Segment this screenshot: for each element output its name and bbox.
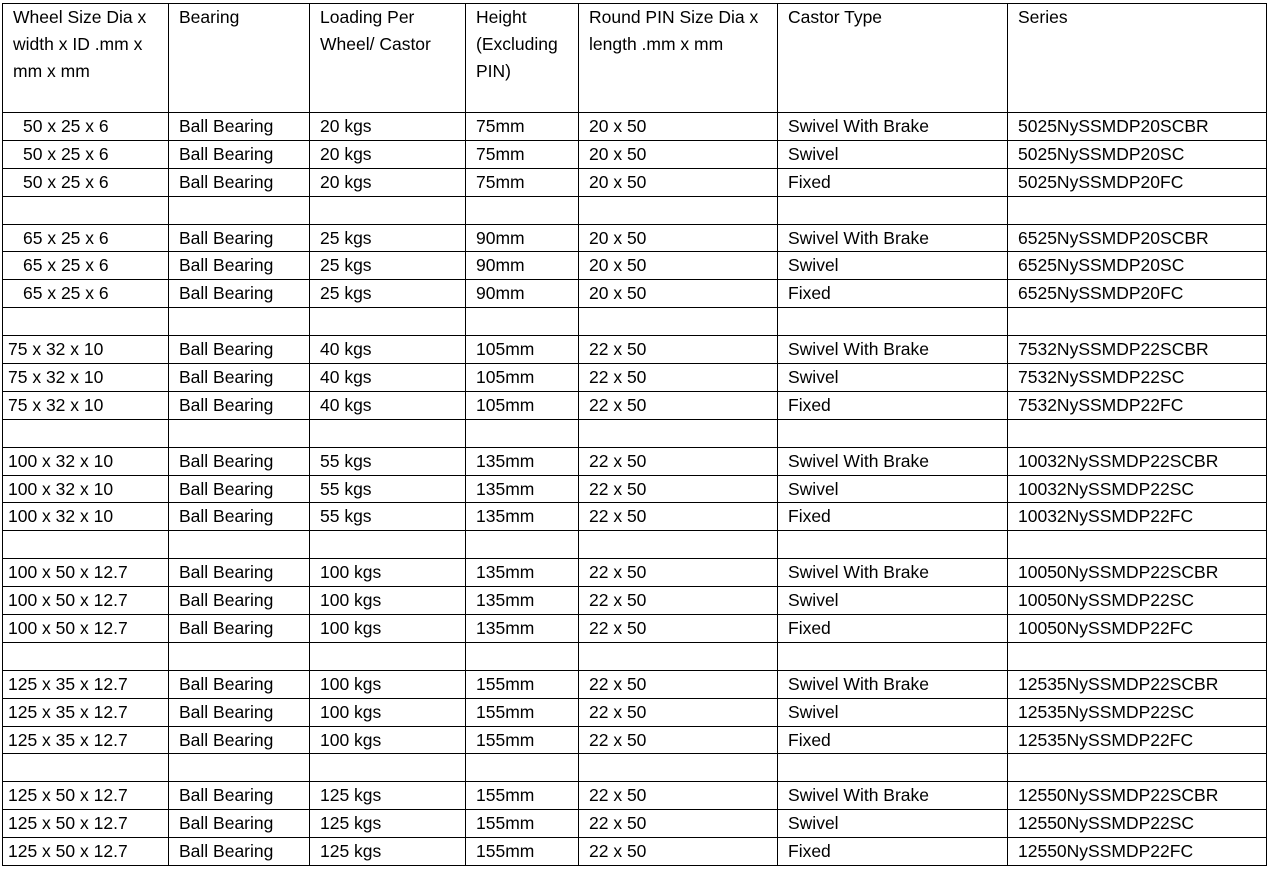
cell-series: 12550NySSMDP22FC — [1008, 838, 1267, 866]
cell-castor-type: Swivel — [778, 252, 1008, 280]
cell-wheel-size: 75 x 32 x 10 — [3, 336, 169, 364]
cell-series: 10050NySSMDP22FC — [1008, 615, 1267, 643]
cell-wheel-size: 125 x 50 x 12.7 — [3, 810, 169, 838]
cell-pin-size: 22 x 50 — [579, 810, 778, 838]
cell-height: 75mm — [466, 113, 579, 141]
cell-wheel-size: 50 x 25 x 6 — [3, 140, 169, 168]
spacer-row — [3, 308, 1267, 336]
cell-castor-type: Swivel — [778, 587, 1008, 615]
cell-castor-type: Swivel — [778, 364, 1008, 392]
table-row — [3, 168, 1267, 196]
cell-bearing: Ball Bearing — [169, 336, 310, 364]
header-wheel-size: Wheel Size Dia x width x ID .mm x mm x mm — [3, 4, 169, 113]
cell-pin-size — [579, 196, 778, 224]
cell-height — [466, 196, 579, 224]
header-loading: Loading Per Wheel/ Castor — [310, 4, 466, 113]
cell-castor-type: Swivel With Brake — [778, 782, 1008, 810]
cell-bearing: Ball Bearing — [169, 670, 310, 698]
cell-wheel-size: 50 x 25 x 6 — [3, 113, 169, 141]
cell-bearing: Ball Bearing — [169, 810, 310, 838]
table-row — [3, 503, 1267, 531]
cell-height: 105mm — [466, 391, 579, 419]
cell-bearing: Ball Bearing — [169, 280, 310, 308]
cell-castor-type: Fixed — [778, 168, 1008, 196]
cell-pin-size — [579, 754, 778, 782]
cell-bearing — [169, 531, 310, 559]
cell-loading: 55 kgs — [310, 447, 466, 475]
table-row — [3, 587, 1267, 615]
table-row — [3, 726, 1267, 754]
table-row — [3, 140, 1267, 168]
cell-bearing — [169, 642, 310, 670]
cell-loading — [310, 531, 466, 559]
cell-castor-type: Fixed — [778, 838, 1008, 866]
cell-bearing: Ball Bearing — [169, 475, 310, 503]
cell-series — [1008, 308, 1267, 336]
table-row — [3, 670, 1267, 698]
cell-pin-size — [579, 642, 778, 670]
cell-bearing: Ball Bearing — [169, 391, 310, 419]
cell-bearing: Ball Bearing — [169, 168, 310, 196]
cell-pin-size: 22 x 50 — [579, 838, 778, 866]
cell-height: 90mm — [466, 280, 579, 308]
header-bearing: Bearing — [169, 4, 310, 113]
cell-height: 105mm — [466, 336, 579, 364]
cell-series — [1008, 642, 1267, 670]
spacer-row — [3, 754, 1267, 782]
cell-loading: 40 kgs — [310, 336, 466, 364]
cell-loading: 100 kgs — [310, 559, 466, 587]
cell-series: 7532NySSMDP22FC — [1008, 391, 1267, 419]
cell-bearing: Ball Bearing — [169, 726, 310, 754]
cell-bearing: Ball Bearing — [169, 140, 310, 168]
cell-pin-size: 20 x 50 — [579, 140, 778, 168]
cell-loading: 100 kgs — [310, 587, 466, 615]
cell-loading — [310, 196, 466, 224]
cell-pin-size: 20 x 50 — [579, 252, 778, 280]
cell-wheel-size: 100 x 32 x 10 — [3, 503, 169, 531]
cell-bearing: Ball Bearing — [169, 615, 310, 643]
cell-bearing: Ball Bearing — [169, 364, 310, 392]
cell-height — [466, 419, 579, 447]
spacer-row — [3, 642, 1267, 670]
cell-pin-size: 22 x 50 — [579, 615, 778, 643]
cell-series: 6525NySSMDP20FC — [1008, 280, 1267, 308]
cell-series: 5025NySSMDP20SCBR — [1008, 113, 1267, 141]
cell-height: 155mm — [466, 726, 579, 754]
cell-wheel-size — [3, 642, 169, 670]
cell-castor-type: Swivel With Brake — [778, 224, 1008, 252]
cell-loading: 100 kgs — [310, 670, 466, 698]
cell-series: 10032NySSMDP22SCBR — [1008, 447, 1267, 475]
cell-castor-type: Fixed — [778, 391, 1008, 419]
table-row — [3, 782, 1267, 810]
cell-series: 5025NySSMDP20FC — [1008, 168, 1267, 196]
cell-bearing: Ball Bearing — [169, 503, 310, 531]
cell-castor-type: Swivel — [778, 475, 1008, 503]
table-row — [3, 615, 1267, 643]
header-height: Height (Excluding PIN) — [466, 4, 579, 113]
cell-wheel-size — [3, 419, 169, 447]
header-castor-type: Castor Type — [778, 4, 1008, 113]
cell-castor-type: Swivel With Brake — [778, 447, 1008, 475]
cell-wheel-size: 125 x 35 x 12.7 — [3, 726, 169, 754]
cell-loading: 20 kgs — [310, 140, 466, 168]
header-pin-size: Round PIN Size Dia x length .mm x mm — [579, 4, 778, 113]
cell-loading: 25 kgs — [310, 224, 466, 252]
cell-series: 10050NySSMDP22SC — [1008, 587, 1267, 615]
cell-castor-type: Fixed — [778, 503, 1008, 531]
cell-pin-size: 22 x 50 — [579, 698, 778, 726]
castor-spec-table — [2, 3, 1267, 866]
cell-series: 12550NySSMDP22SC — [1008, 810, 1267, 838]
cell-castor-type — [778, 308, 1008, 336]
cell-loading: 100 kgs — [310, 615, 466, 643]
cell-height — [466, 642, 579, 670]
cell-series: 10032NySSMDP22FC — [1008, 503, 1267, 531]
spacer-row — [3, 196, 1267, 224]
table-row — [3, 252, 1267, 280]
cell-height: 105mm — [466, 364, 579, 392]
cell-pin-size — [579, 419, 778, 447]
cell-series — [1008, 754, 1267, 782]
cell-loading: 55 kgs — [310, 475, 466, 503]
table-row — [3, 391, 1267, 419]
cell-castor-type: Swivel With Brake — [778, 559, 1008, 587]
cell-height: 135mm — [466, 475, 579, 503]
cell-height — [466, 531, 579, 559]
cell-series: 7532NySSMDP22SC — [1008, 364, 1267, 392]
cell-height: 75mm — [466, 140, 579, 168]
cell-loading: 100 kgs — [310, 726, 466, 754]
cell-bearing: Ball Bearing — [169, 587, 310, 615]
table-row — [3, 447, 1267, 475]
cell-loading: 125 kgs — [310, 782, 466, 810]
cell-bearing: Ball Bearing — [169, 252, 310, 280]
cell-castor-type: Swivel With Brake — [778, 670, 1008, 698]
cell-loading — [310, 419, 466, 447]
cell-pin-size: 20 x 50 — [579, 280, 778, 308]
cell-wheel-size: 125 x 50 x 12.7 — [3, 782, 169, 810]
cell-height: 135mm — [466, 587, 579, 615]
cell-loading — [310, 642, 466, 670]
cell-castor-type: Swivel — [778, 140, 1008, 168]
cell-wheel-size: 125 x 50 x 12.7 — [3, 838, 169, 866]
cell-wheel-size: 100 x 50 x 12.7 — [3, 615, 169, 643]
cell-height: 155mm — [466, 810, 579, 838]
cell-height: 155mm — [466, 698, 579, 726]
cell-pin-size: 22 x 50 — [579, 782, 778, 810]
cell-wheel-size: 65 x 25 x 6 — [3, 252, 169, 280]
cell-pin-size: 22 x 50 — [579, 336, 778, 364]
cell-series: 12535NySSMDP22FC — [1008, 726, 1267, 754]
cell-wheel-size: 65 x 25 x 6 — [3, 280, 169, 308]
cell-height: 135mm — [466, 447, 579, 475]
cell-wheel-size: 100 x 50 x 12.7 — [3, 587, 169, 615]
cell-bearing — [169, 419, 310, 447]
cell-series: 10050NySSMDP22SCBR — [1008, 559, 1267, 587]
cell-bearing: Ball Bearing — [169, 559, 310, 587]
cell-wheel-size — [3, 754, 169, 782]
cell-series: 7532NySSMDP22SCBR — [1008, 336, 1267, 364]
table-row — [3, 810, 1267, 838]
cell-series: 10032NySSMDP22SC — [1008, 475, 1267, 503]
cell-bearing: Ball Bearing — [169, 698, 310, 726]
cell-pin-size: 22 x 50 — [579, 726, 778, 754]
table-row — [3, 280, 1267, 308]
cell-castor-type — [778, 419, 1008, 447]
cell-pin-size: 22 x 50 — [579, 447, 778, 475]
cell-pin-size: 22 x 50 — [579, 391, 778, 419]
cell-pin-size: 20 x 50 — [579, 113, 778, 141]
cell-height: 90mm — [466, 252, 579, 280]
cell-pin-size: 22 x 50 — [579, 670, 778, 698]
cell-pin-size: 22 x 50 — [579, 364, 778, 392]
spacer-row — [3, 531, 1267, 559]
cell-wheel-size: 100 x 32 x 10 — [3, 447, 169, 475]
cell-loading: 55 kgs — [310, 503, 466, 531]
cell-castor-type: Swivel — [778, 698, 1008, 726]
cell-loading: 20 kgs — [310, 113, 466, 141]
cell-pin-size: 22 x 50 — [579, 503, 778, 531]
cell-wheel-size: 125 x 35 x 12.7 — [3, 698, 169, 726]
cell-height: 155mm — [466, 782, 579, 810]
cell-bearing — [169, 308, 310, 336]
cell-wheel-size: 100 x 32 x 10 — [3, 475, 169, 503]
cell-series: 12535NySSMDP22SC — [1008, 698, 1267, 726]
cell-bearing — [169, 196, 310, 224]
cell-pin-size: 22 x 50 — [579, 475, 778, 503]
table-row — [3, 838, 1267, 866]
cell-loading — [310, 754, 466, 782]
cell-loading: 25 kgs — [310, 280, 466, 308]
cell-pin-size: 20 x 50 — [579, 168, 778, 196]
cell-loading: 125 kgs — [310, 810, 466, 838]
cell-castor-type: Fixed — [778, 615, 1008, 643]
cell-height: 75mm — [466, 168, 579, 196]
cell-wheel-size — [3, 531, 169, 559]
cell-height: 135mm — [466, 559, 579, 587]
cell-loading: 100 kgs — [310, 698, 466, 726]
cell-castor-type — [778, 754, 1008, 782]
cell-wheel-size — [3, 196, 169, 224]
cell-loading — [310, 308, 466, 336]
table-row — [3, 113, 1267, 141]
cell-castor-type — [778, 196, 1008, 224]
cell-castor-type: Swivel — [778, 810, 1008, 838]
cell-series: 12535NySSMDP22SCBR — [1008, 670, 1267, 698]
cell-series — [1008, 419, 1267, 447]
table-body — [3, 113, 1267, 866]
cell-pin-size: 20 x 50 — [579, 224, 778, 252]
cell-series: 6525NySSMDP20SC — [1008, 252, 1267, 280]
cell-loading: 20 kgs — [310, 168, 466, 196]
cell-series — [1008, 531, 1267, 559]
cell-height: 90mm — [466, 224, 579, 252]
cell-pin-size — [579, 531, 778, 559]
cell-loading: 40 kgs — [310, 364, 466, 392]
cell-bearing: Ball Bearing — [169, 224, 310, 252]
header-series: Series — [1008, 4, 1267, 113]
cell-wheel-size: 50 x 25 x 6 — [3, 168, 169, 196]
cell-series: 12550NySSMDP22SCBR — [1008, 782, 1267, 810]
cell-pin-size — [579, 308, 778, 336]
cell-bearing — [169, 754, 310, 782]
cell-pin-size: 22 x 50 — [579, 587, 778, 615]
cell-series: 5025NySSMDP20SC — [1008, 140, 1267, 168]
table-row — [3, 475, 1267, 503]
table-row — [3, 336, 1267, 364]
cell-pin-size: 22 x 50 — [579, 559, 778, 587]
cell-wheel-size: 100 x 50 x 12.7 — [3, 559, 169, 587]
cell-castor-type — [778, 531, 1008, 559]
cell-castor-type — [778, 642, 1008, 670]
cell-height: 155mm — [466, 670, 579, 698]
cell-height: 135mm — [466, 503, 579, 531]
cell-wheel-size — [3, 308, 169, 336]
cell-series: 6525NySSMDP20SCBR — [1008, 224, 1267, 252]
cell-castor-type: Swivel With Brake — [778, 113, 1008, 141]
cell-wheel-size: 65 x 25 x 6 — [3, 224, 169, 252]
cell-height: 155mm — [466, 838, 579, 866]
table-row — [3, 698, 1267, 726]
header-row — [3, 4, 1267, 113]
cell-height: 135mm — [466, 615, 579, 643]
spacer-row — [3, 419, 1267, 447]
cell-loading: 125 kgs — [310, 838, 466, 866]
cell-series — [1008, 196, 1267, 224]
cell-castor-type: Swivel With Brake — [778, 336, 1008, 364]
cell-wheel-size: 75 x 32 x 10 — [3, 364, 169, 392]
cell-wheel-size: 75 x 32 x 10 — [3, 391, 169, 419]
cell-bearing: Ball Bearing — [169, 838, 310, 866]
cell-height — [466, 308, 579, 336]
table-row — [3, 224, 1267, 252]
cell-bearing: Ball Bearing — [169, 782, 310, 810]
cell-loading: 40 kgs — [310, 391, 466, 419]
cell-castor-type: Fixed — [778, 726, 1008, 754]
cell-castor-type: Fixed — [778, 280, 1008, 308]
cell-loading: 25 kgs — [310, 252, 466, 280]
cell-wheel-size: 125 x 35 x 12.7 — [3, 670, 169, 698]
cell-height — [466, 754, 579, 782]
table-row — [3, 364, 1267, 392]
table-row — [3, 559, 1267, 587]
cell-bearing: Ball Bearing — [169, 447, 310, 475]
cell-bearing: Ball Bearing — [169, 113, 310, 141]
